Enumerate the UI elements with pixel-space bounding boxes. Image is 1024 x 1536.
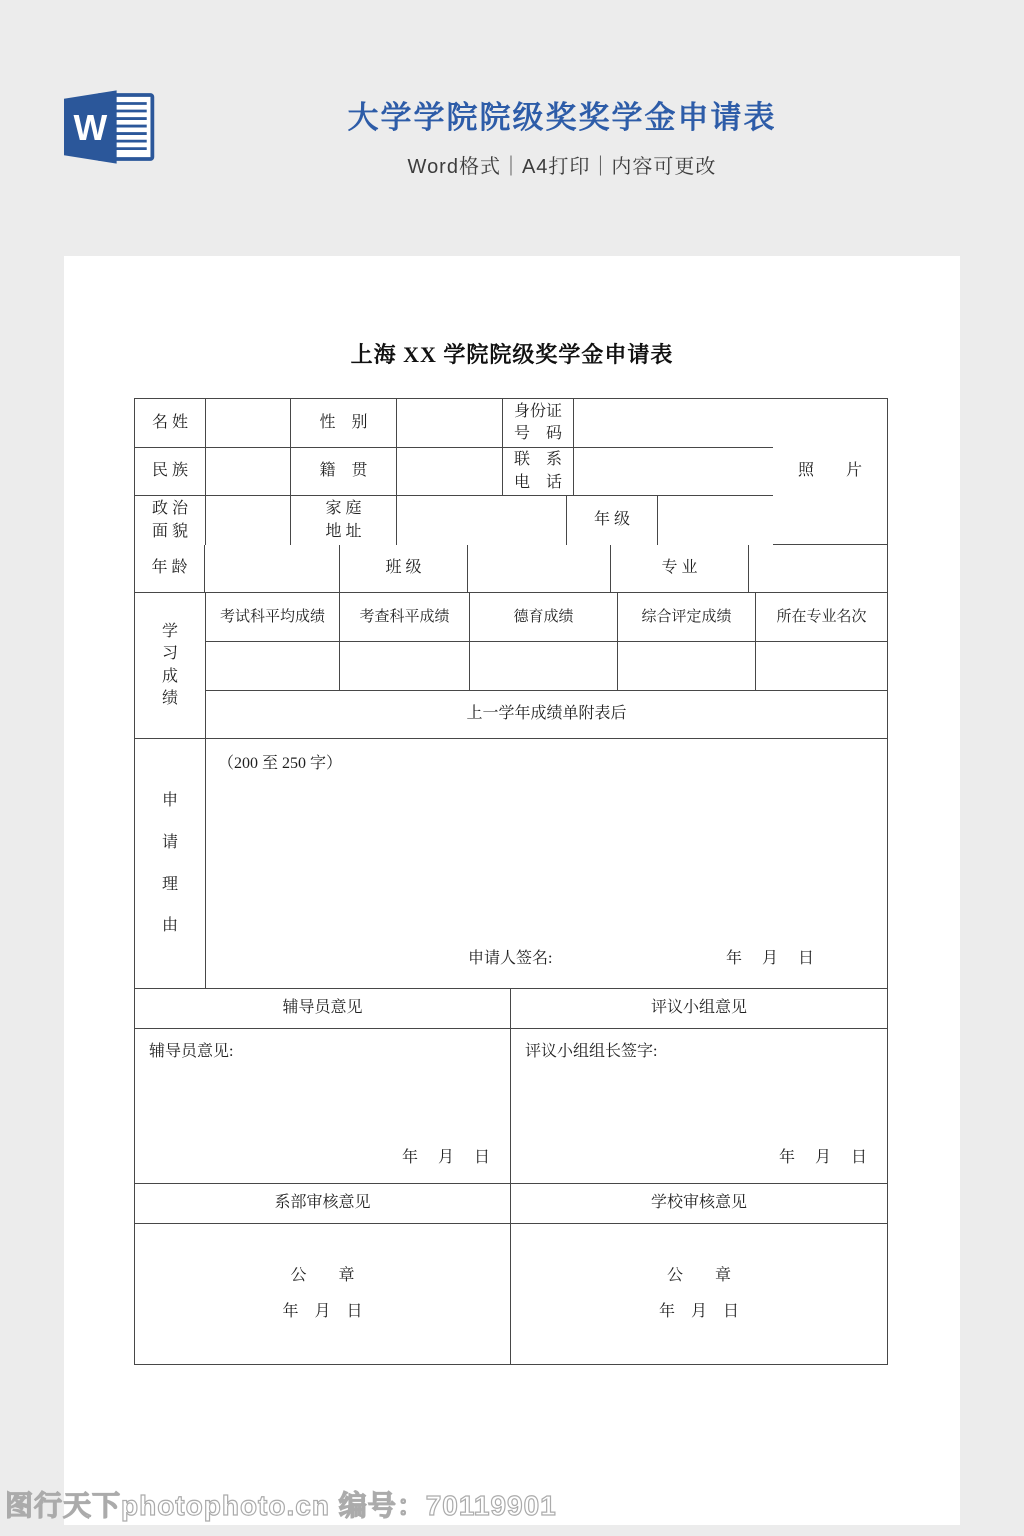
name-value — [206, 399, 291, 448]
home-address-label — [291, 496, 397, 545]
scores-label-char3: 成 — [161, 667, 178, 685]
native-place-label: 籍 贯 — [291, 448, 397, 496]
phone-value — [574, 448, 773, 496]
photo-cell: 照 片 — [773, 399, 887, 545]
site-header-title: 大学学院院级奖奖学金申请表 — [347, 100, 777, 135]
score-header-exam-average: 考试科平均成绩 — [206, 593, 340, 642]
phone-label-line2: 电 话 — [513, 473, 562, 491]
political-status-line1: 政 治 — [151, 500, 188, 518]
score-value-moral — [470, 642, 618, 691]
home-address-line1: 家 庭 — [325, 500, 362, 518]
score-value-comprehensive — [618, 642, 756, 691]
review-group-date: 年 月 日 — [778, 1148, 867, 1166]
score-header-moral: 德育成绩 — [470, 593, 618, 642]
political-status-line2: 面 貌 — [151, 522, 188, 540]
score-value-major-rank — [756, 642, 887, 691]
word-limit-hint: （200 至 250 字） — [218, 755, 343, 772]
score-header-major-rank: 所在专业名次 — [756, 593, 887, 642]
home-address-value — [397, 496, 567, 545]
grade-value — [658, 496, 773, 545]
scores-label-char1: 学 — [161, 622, 178, 640]
score-header-assessment: 考查科平成绩 — [340, 593, 470, 642]
scores-label-char4: 绩 — [161, 689, 178, 707]
ethnicity-value — [206, 448, 291, 496]
id-number-label-line1: 身份证 — [513, 402, 562, 420]
id-number-value — [574, 399, 773, 448]
dept-review-header: 系部审核意见 — [135, 1184, 511, 1224]
reason-section-label — [135, 739, 206, 989]
class-label: 班 级 — [340, 545, 468, 593]
score-value-assessment — [340, 642, 470, 691]
major-label: 专 业 — [611, 545, 749, 593]
school-seal-date: 年 月 日 — [658, 1302, 739, 1320]
counselor-opinion-cell — [135, 1029, 511, 1184]
score-value-exam-average — [206, 642, 340, 691]
site-header-subtitle: Word格式｜A4打印｜内容可更改 — [407, 156, 717, 178]
applicant-signature-label: 申请人签名: — [468, 949, 553, 967]
document-page — [64, 256, 960, 1525]
political-status-label — [135, 496, 206, 545]
dept-seal-date: 年 月 日 — [282, 1302, 363, 1320]
scores-label-char2: 习 — [161, 645, 178, 663]
scores-section-label — [135, 593, 206, 739]
gender-label: 性 别 — [291, 399, 397, 448]
svg-text:W: W — [73, 108, 108, 149]
review-group-header: 评议小组意见 — [511, 989, 887, 1029]
ethnicity-label: 民 族 — [135, 448, 206, 496]
id-number-label-line2: 号 码 — [513, 425, 562, 442]
review-leader-signature-label: 评议小组组长签字: — [525, 1043, 658, 1060]
application-form-table — [134, 398, 888, 1365]
applicant-signature-date: 年 月 日 — [726, 949, 815, 967]
score-header-comprehensive: 综合评定成绩 — [618, 593, 756, 642]
watermark-text: 图行天下photophoto.cn 编号：70119901 — [5, 1490, 557, 1521]
gender-value — [397, 399, 503, 448]
school-seal-cell — [511, 1224, 887, 1364]
age-label: 年 龄 — [135, 545, 205, 593]
review-group-cell — [511, 1029, 887, 1184]
counselor-opinion-header: 辅导员意见 — [135, 989, 511, 1029]
dept-seal-label: 公 章 — [290, 1267, 355, 1285]
class-value — [468, 545, 611, 593]
counselor-opinion-label: 辅导员意见: — [149, 1043, 234, 1060]
grade-label: 年 级 — [567, 496, 658, 545]
phone-label — [503, 448, 574, 496]
reason-label-char4: 由 — [161, 917, 178, 935]
reason-label-char2: 请 — [161, 833, 178, 851]
political-status-value — [206, 496, 291, 545]
major-value — [749, 545, 887, 593]
native-place-value — [397, 448, 503, 496]
age-value — [205, 545, 340, 593]
counselor-opinion-date: 年 月 日 — [401, 1148, 490, 1166]
school-review-header: 学校审核意见 — [511, 1184, 887, 1224]
form-title: 上海 XX 学院院级奖学金申请表 — [350, 342, 674, 367]
transcript-note-cell: 上一学年成绩单附表后 — [206, 691, 887, 739]
school-seal-label: 公 章 — [666, 1267, 731, 1285]
home-address-line2: 地 址 — [325, 522, 362, 540]
phone-label-line1: 联 系 — [513, 451, 562, 469]
name-label: 名 姓 — [135, 399, 206, 448]
id-number-label — [503, 399, 574, 448]
dept-seal-cell — [135, 1224, 511, 1364]
reason-content-cell — [206, 739, 887, 989]
reason-label-char3: 理 — [161, 875, 178, 893]
reason-label-char1: 申 — [161, 792, 178, 810]
